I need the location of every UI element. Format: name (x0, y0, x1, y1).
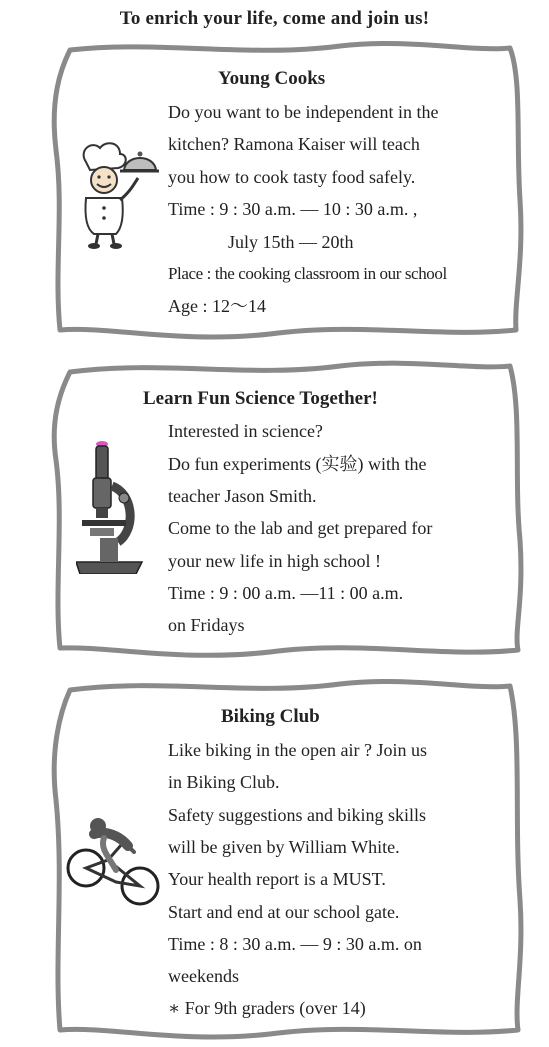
card-text-line: Start and end at our school gate. (168, 902, 400, 922)
card-text-line: Time : 8 : 30 a.m. — 9 : 30 a.m. on (168, 934, 422, 954)
card-text-line: ∗ For 9th graders (over 14) (168, 998, 366, 1018)
page-title: To enrich your life, come and join us! (119, 8, 430, 29)
card-text-line: will be given by William White. (168, 837, 400, 857)
card-text-line: Safety suggestions and biking skills (168, 805, 426, 825)
card-text-line: Place : the cooking classroom in our school (168, 264, 447, 283)
card-text-line: Time : 9 : 00 a.m. —11 : 00 a.m. (168, 583, 404, 603)
card-text-line: Interested in science? (168, 421, 323, 441)
card-text-line: kitchen? Ramona Kaiser will teach (168, 134, 420, 154)
card-text-line: Do you want to be independent in the (168, 102, 439, 122)
card-text-line: teacher Jason Smith. (168, 486, 317, 506)
card-title: Learn Fun Science Together! (143, 388, 378, 409)
card-title: Young Cooks (218, 68, 326, 89)
card-text-line: on Fridays (168, 615, 245, 635)
cyclist-icon (64, 814, 162, 914)
card-text-line: your new life in high school ! (168, 551, 381, 571)
card-text-line: Age : 12〜14 (168, 296, 266, 316)
card-text-line: Do fun experiments (实验) with the (168, 454, 427, 474)
microscope-icon (76, 438, 146, 574)
card-text-line: you how to cook tasty food safely. (168, 167, 416, 187)
chef-icon (64, 140, 160, 250)
card-text-line: Come to the lab and get prepared for (168, 518, 433, 538)
card-text-line: Time : 9 : 30 a.m. — 10 : 30 a.m. , (168, 199, 418, 219)
card-text-line: Your health report is a MUST. (168, 869, 386, 889)
card-title: Biking Club (221, 706, 320, 727)
card-text-line: Like biking in the open air ? Join us (168, 740, 427, 760)
card-text-line: July 15th — 20th (228, 232, 354, 252)
card-text-line: weekends (168, 966, 239, 986)
card-text-line: in Biking Club. (168, 772, 280, 792)
